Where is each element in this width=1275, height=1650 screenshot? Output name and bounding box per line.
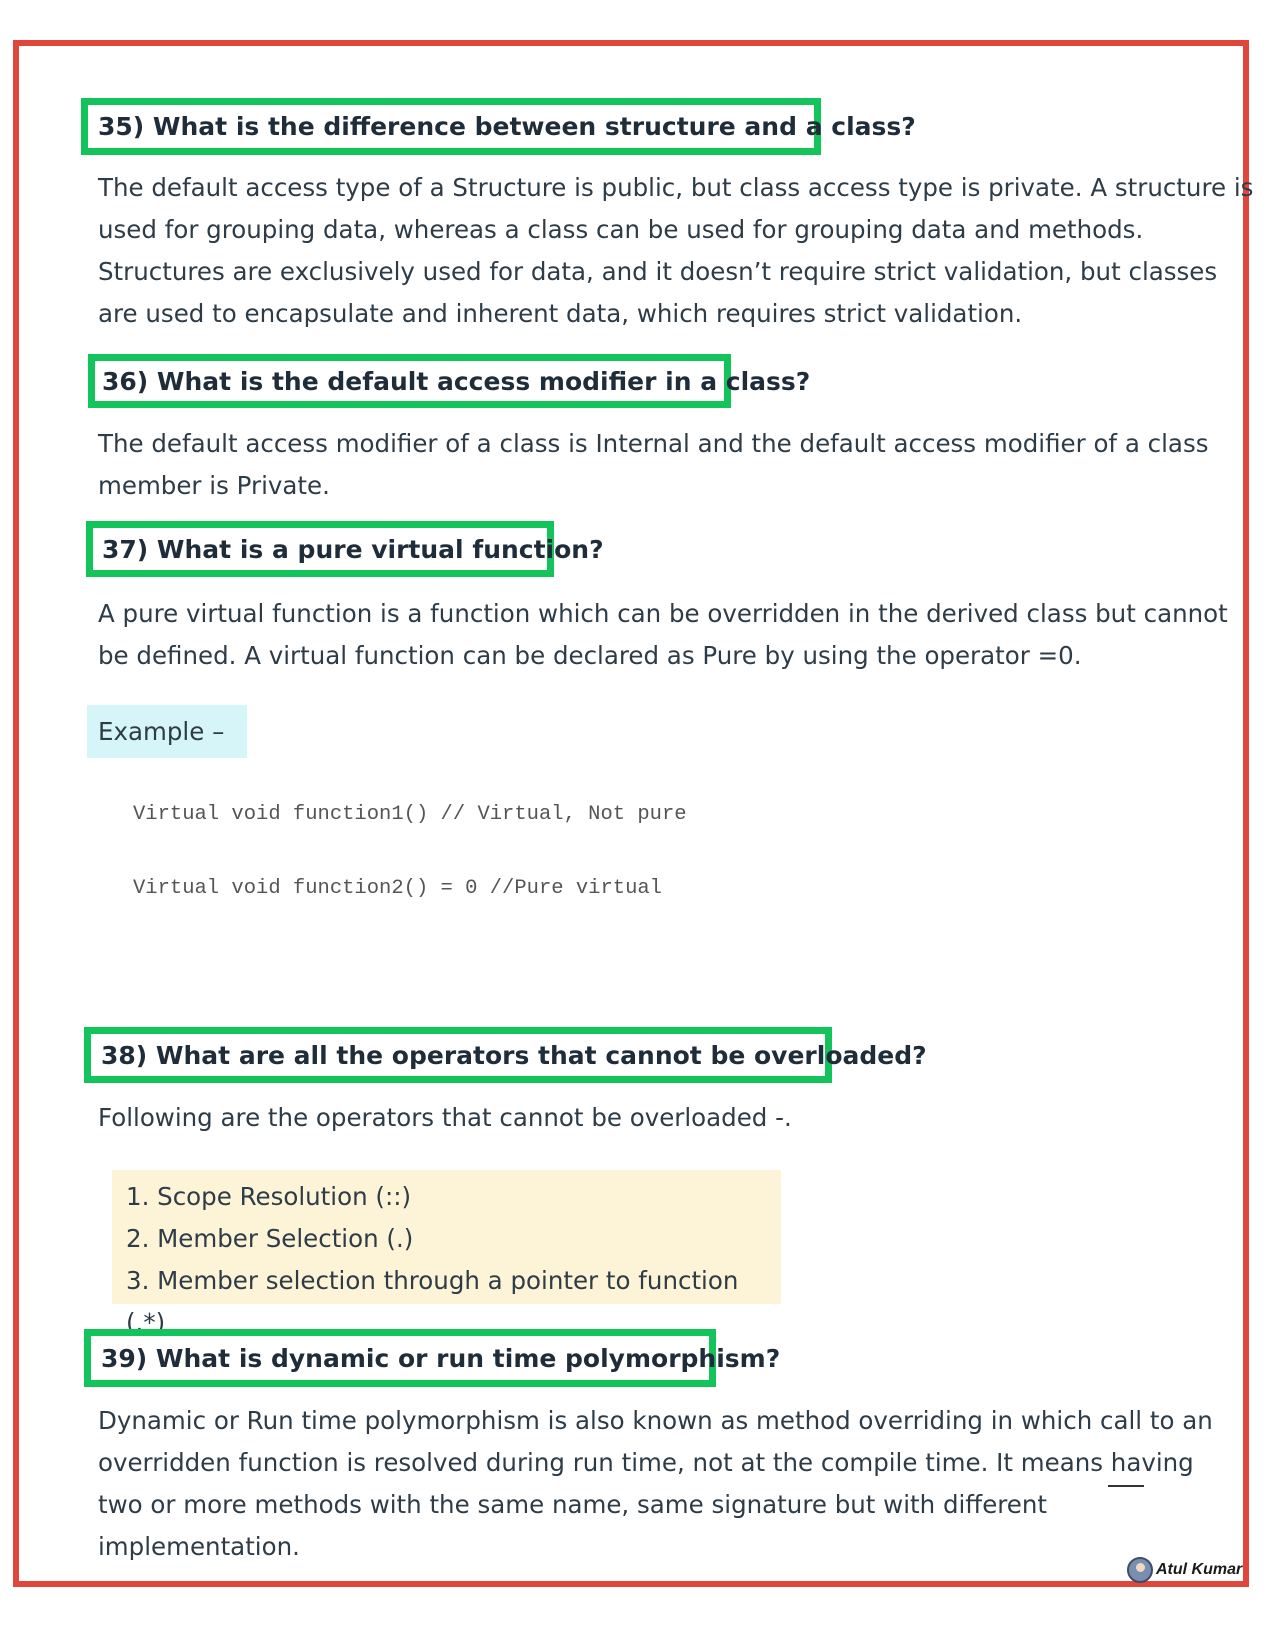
answer-39-line-4: implementation. <box>98 1532 300 1561</box>
answer-37-line-2: be defined. A virtual function can be declared as Pure by using the operator =0. <box>98 641 1082 670</box>
answer-39-line-3: two or more methods with the same name, same signature but with different <box>98 1490 1048 1519</box>
question-36-heading: 36) What is the default access modifier in a class? <box>88 354 731 408</box>
code-line-1: Virtual void function1() // Virtual, Not pure <box>133 803 687 826</box>
code-line-2: Virtual void function2() = 0 //Pure virtual <box>133 877 662 900</box>
answer-35-line-2: used for grouping data, whereas a class can be used for grouping data and methods. <box>98 215 1144 244</box>
question-37-heading: 37) What is a pure virtual function? <box>86 521 554 577</box>
question-39-heading: 39) What is dynamic or run time polymorphism? <box>84 1329 716 1387</box>
example-label: Example – <box>87 705 247 758</box>
answer-38-intro: Following are the operators that cannot be overloaded -. <box>98 1103 792 1132</box>
avatar-icon <box>1127 1557 1153 1583</box>
answer-35-line-3: Structures are exclusively used for data, and it doesn’t require strict validation, but classes <box>98 257 1218 286</box>
answer-37-line-1: A pure virtual function is a function which can be overridden in the derived class but cannot <box>98 599 1228 628</box>
answer-39-line-2: overridden function is resolved during run time, not at the compile time. It means having <box>98 1448 1194 1477</box>
answer-36-line-2: member is Private. <box>98 471 330 500</box>
author-watermark <box>1127 1557 1242 1583</box>
answer-35-line-1: The default access type of a Structure is public, but class access type is private. A structure is <box>98 173 1254 202</box>
list-item: 1. Scope Resolution (::) <box>126 1182 412 1211</box>
list-item: 3. Member selection through a pointer to function (.*) <box>126 1266 739 1337</box>
question-38-heading: 38) What are all the operators that cannot be overloaded? <box>84 1027 832 1083</box>
answer-36-line-1: The default access modifier of a class is Internal and the default access modifier of a class <box>98 429 1209 458</box>
author-name: Atul Kumar <box>1156 1561 1243 1578</box>
answer-35-line-4: are used to encapsulate and inherent data, which requires strict validation. <box>98 299 1023 328</box>
operator-list <box>112 1170 781 1337</box>
list-item: 2. Member Selection (.) <box>126 1224 414 1253</box>
question-35-heading: 35) What is the difference between structure and a class? <box>81 98 821 155</box>
answer-39-line-1: Dynamic or Run time polymorphism is also known as method overriding in which call to an <box>98 1406 1213 1435</box>
handwritten-strike-mark <box>1108 1485 1144 1487</box>
